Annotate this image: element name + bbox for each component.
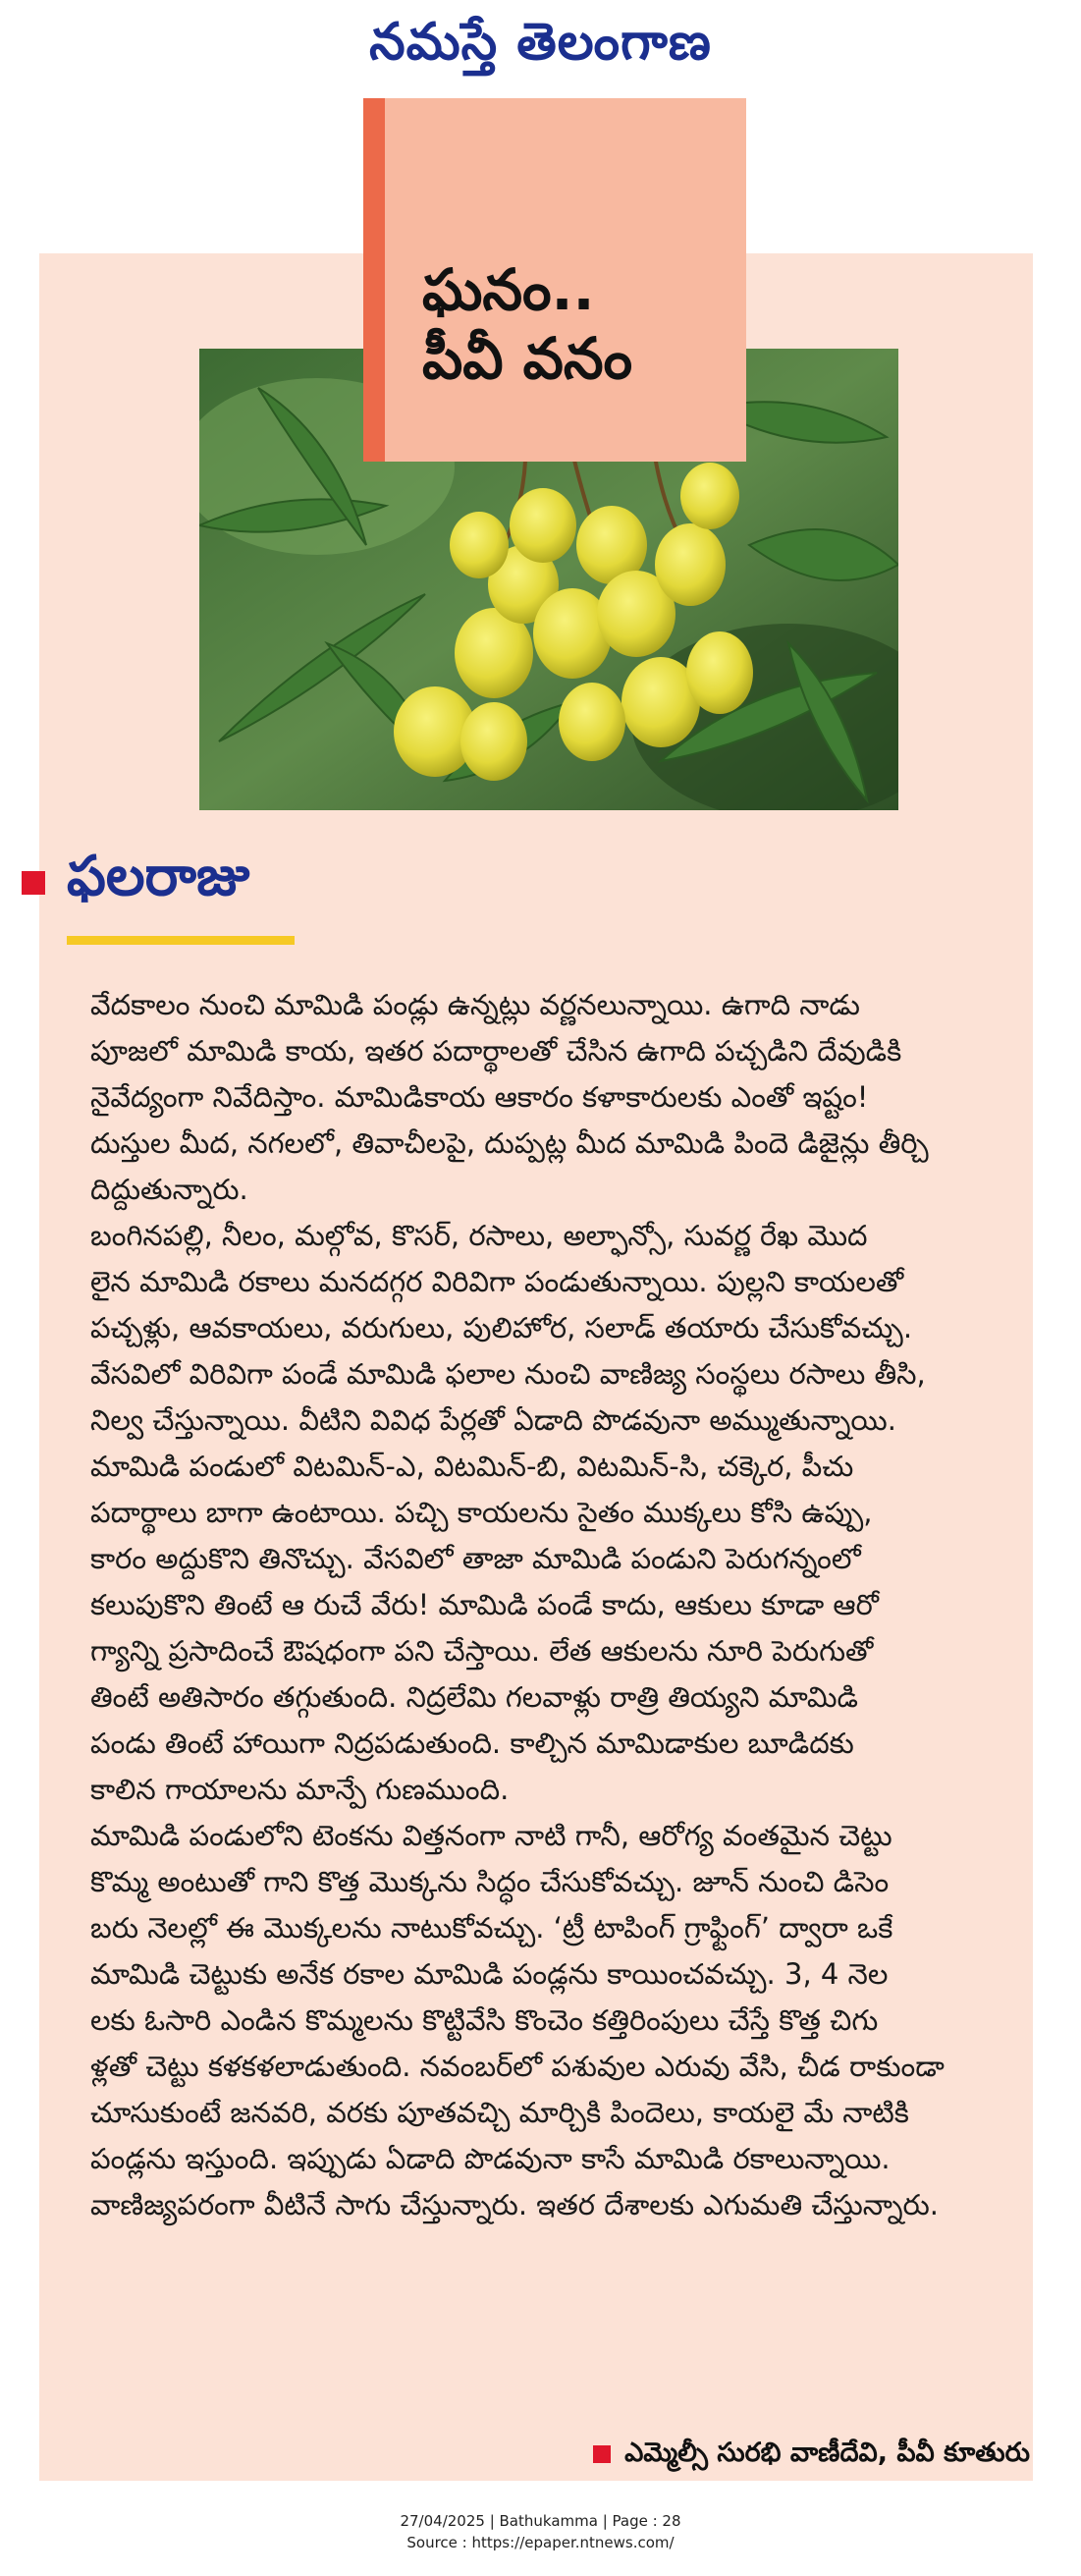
section-underline	[67, 936, 295, 945]
text-line: కాలిన గాయాలను మాన్పే గుణముంది.	[90, 1773, 510, 1806]
text-line: మామిడి పండులో విటమిన్-ఎ, విటమిన్-బి, విటమిన్-సి, చక్కెర, పీచు	[90, 1450, 854, 1483]
text-line: లైన మామిడి రకాలు మనదగ్గర విరివిగా పండుతున్నాయి. పుల్లని కాయలతో	[90, 1265, 904, 1298]
section-marker-icon	[22, 871, 45, 895]
text-line: దిద్దుతున్నారు.	[90, 1173, 248, 1206]
masthead-logo: నమస్తే తెలంగాణ	[369, 13, 712, 72]
text-line: గ్యాన్ని ప్రసాదించే ఔషధంగా పని చేస్తాయి. లేత ఆకులను నూరి పెరుగుతో	[90, 1634, 874, 1668]
text-line: వాణిజ్యపరంగా వీటినే సాగు చేస్తున్నారు. ఇతర దేశాలకు ఎగుమతి చేస్తున్నారు.	[90, 2188, 939, 2221]
text-line: వేదకాలం నుంచి మామిడి పండ్లు ఉన్నట్లు వర్ణనలున్నాయి. ఉగాది నాడు	[90, 988, 860, 1021]
footer-date-line: 27/04/2025 | Bathukamma | Page : 28	[400, 2512, 681, 2530]
text-line: బంగినపల్లి, నీలం, మల్గోవ, కొసర్, రసాలు, అల్ఫాన్సో, సువర్ణ రేఖ మొద	[90, 1219, 868, 1252]
byline-marker-icon	[593, 2445, 611, 2463]
text-line: ళ్లతో చెట్టు కళకళలాడుతుంది. నవంబర్‌లో పశువుల ఎరువు వేసి, చీడ రాకుండా	[90, 2050, 945, 2083]
text-line: మామిడి పండులోని టెంకను విత్తనంగా నాటి గానీ, ఆరోగ్య వంతమైన చెట్టు	[90, 1819, 892, 1852]
headline-line-1: ఘనం..	[422, 256, 595, 323]
text-line: మామిడి చెట్టుకు అనేక రకాల మామిడి పండ్లను కాయించవచ్చు. 3, 4 నెల	[90, 1957, 889, 1991]
paragraph-1	[90, 982, 1041, 1213]
text-line: చూసుకుంటే జనవరి, వరకు పూతవచ్చి మార్చికి పిందెలు, కాయలై మే నాటికి	[90, 2096, 909, 2129]
page-footer	[0, 2510, 1081, 2553]
text-line: దుస్తుల మీద, నగలలో, తివాచీలపై, దుప్పట్ల మీద మామిడి పిందె డిజైన్లు తీర్చి	[90, 1126, 929, 1160]
text-line: వేసవిలో విరివిగా పండే మామిడి ఫలాల నుంచి వాణిజ్య సంస్థలు రసాలు తీసి,	[90, 1357, 926, 1391]
text-line: తింటే అతిసారం తగ్గుతుంది. నిద్రలేమి గలవాళ్లు రాత్రి తియ్యని మామిడి	[90, 1680, 858, 1714]
text-line: నైవేద్యంగా నివేదిస్తాం. మామిడికాయ ఆకారం కళాకారులకు ఎంతో ఇష్టం!	[90, 1080, 869, 1114]
section-heading: ఫలరాజు	[67, 845, 250, 908]
headline-accent-stripe	[363, 98, 385, 462]
paragraph-2	[90, 1213, 1041, 1444]
byline-text: ఎమ్మెల్సీ సురభి వాణీదేవి, పీవీ కూతురు	[624, 2438, 1030, 2468]
paragraph-4	[90, 1813, 1041, 2228]
footer-source-line: Source : https://epaper.ntnews.com/	[406, 2534, 675, 2551]
paragraph-3	[90, 1444, 1041, 1813]
text-line: కలుపుకొని తింటే ఆ రుచే వేరు! మామిడి పండే కాదు, ఆకులు కూడా ఆరో	[90, 1588, 879, 1621]
article-body	[90, 982, 1041, 2228]
text-line: కొమ్మ అంటుతో గాని కొత్త మొక్కను సిద్ధం చేసుకోవచ్చు. జూన్ నుంచి డిసెం	[90, 1865, 890, 1898]
text-line: బరు నెలల్లో ఈ మొక్కలను నాటుకోవచ్చు. ‘ట్రీ టాపింగ్ గ్రాఫ్టింగ్’ ద్వారా ఒకే	[90, 1911, 893, 1945]
text-line: పదార్థాలు బాగా ఉంటాయి. పచ్చి కాయలను సైతం ముక్కలు కోసి ఉప్పు,	[90, 1496, 873, 1529]
headline-line-2: పీవీ వనం	[422, 325, 633, 392]
text-line: పండు తింటే హాయిగా నిద్రపడుతుంది. కాల్చిన మామిడాకుల బూడిదకు	[90, 1726, 854, 1760]
text-line: పచ్చళ్లు, ఆవకాయలు, వరుగులు, పులిహోర, సలాడ్ తయారు చేసుకోవచ్చు.	[90, 1311, 913, 1344]
text-line: కారం అద్దుకొని తినొచ్చు. వేసవిలో తాజా మామిడి పండుని పెరుగన్నంలో	[90, 1542, 861, 1575]
headline	[422, 255, 736, 393]
byline	[593, 2434, 1030, 2473]
text-line: పూజలో మామిడి కాయ, ఇతర పదార్థాలతో చేసిన ఉగాది పచ్చడిని దేవుడికి	[90, 1034, 902, 1068]
text-line: పండ్లను ఇస్తుంది. ఇప్పుడు ఏడాది పొడవునా కాసే మామిడి రకాలున్నాయి.	[90, 2142, 891, 2175]
text-line: లకు ఓసారి ఎండిన కొమ్మలను కొట్టివేసి కొంచెం కత్తిరింపులు చేస్తే కొత్త చిగు	[90, 2003, 879, 2037]
text-line: నిల్వ చేస్తున్నాయి. వీటిని వివిధ పేర్లతో ఏడాది పొడవునా అమ్ముతున్నాయి.	[90, 1403, 896, 1437]
